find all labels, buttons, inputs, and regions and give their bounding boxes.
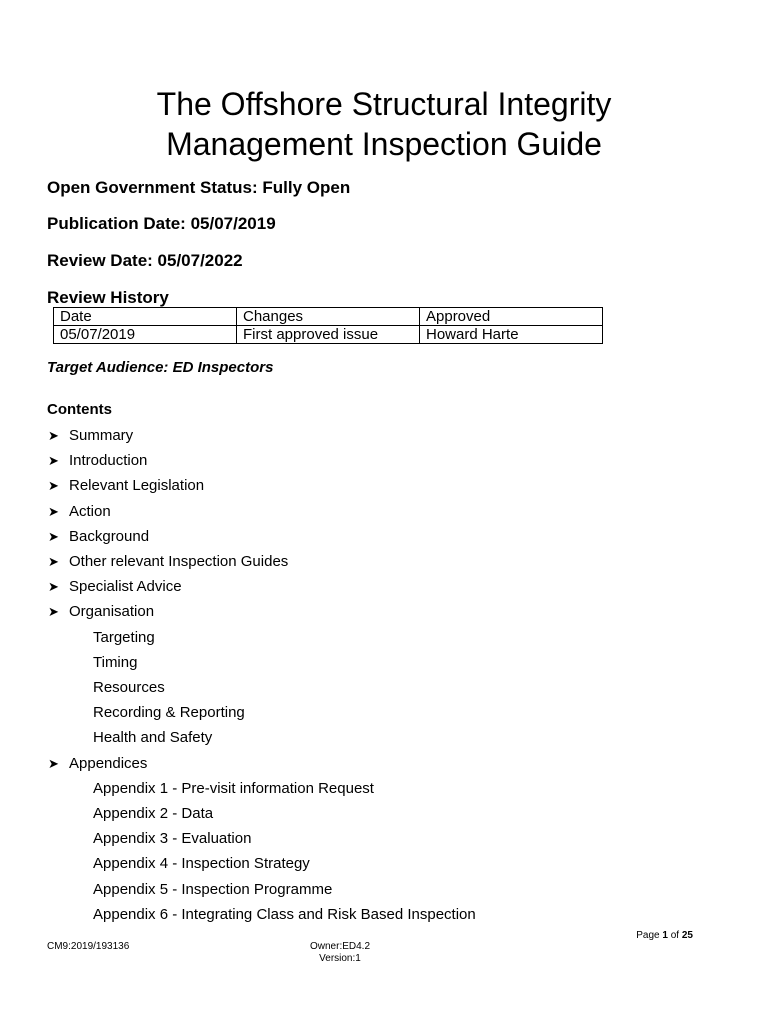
page-current: 1 [662, 930, 668, 941]
contents-item-label: Introduction [69, 452, 148, 469]
contents-item-label: Appendix 6 - Integrating Class and Risk Based Inspection [93, 906, 476, 923]
contents-heading: Contents [47, 401, 112, 418]
contents-item [93, 780, 374, 798]
page-prefix: Page [636, 930, 660, 941]
contents-item-label: Other relevant Inspection Guides [69, 553, 289, 570]
contents-item [48, 553, 289, 571]
status-line: Open Government Status: Fully Open [47, 178, 351, 197]
contents-item-label: Recording & Reporting [93, 704, 245, 721]
contents-item-label: Resources [93, 679, 165, 696]
title-line-2: Management Inspection Guide [166, 126, 602, 162]
title-line-1: The Offshore Structural Integrity [156, 86, 612, 122]
review-history-table [53, 307, 603, 344]
contents-item [93, 629, 155, 647]
contents-item [93, 830, 251, 848]
header-date: Date [54, 308, 237, 326]
contents-item [93, 729, 212, 747]
header-changes: Changes [237, 308, 420, 326]
contents-item [48, 477, 205, 495]
contents-item-label: Background [69, 528, 150, 545]
cell-date: 05/07/2019 [54, 326, 237, 344]
page-number [560, 930, 693, 941]
contents-item [93, 855, 310, 873]
arrow-bullet-icon: ➤ [48, 756, 59, 771]
arrow-bullet-icon: ➤ [48, 504, 59, 519]
contents-item [48, 755, 148, 773]
contents-item [48, 578, 182, 596]
contents-item [93, 906, 476, 924]
document-title [0, 84, 768, 164]
cell-changes: First approved issue [237, 326, 420, 344]
contents-item-label: Appendix 2 - Data [93, 805, 214, 822]
contents-item [48, 452, 148, 470]
cell-approved: Howard Harte [420, 326, 603, 344]
arrow-bullet-icon: ➤ [48, 478, 59, 493]
contents-item [93, 881, 332, 899]
contents-item-label: Appendix 5 - Inspection Programme [93, 881, 333, 898]
contents-item [93, 679, 165, 697]
owner-version [300, 941, 380, 965]
document-reference: CM9:2019/193136 [47, 941, 130, 952]
header-approved: Approved [420, 308, 603, 326]
review-history-heading: Review History [47, 288, 169, 307]
contents-item-label: Timing [93, 654, 138, 671]
contents-item-label: Organisation [69, 603, 155, 620]
table-header-row [54, 308, 603, 326]
contents-item [48, 603, 155, 621]
contents-item [48, 503, 111, 521]
contents-item [93, 805, 213, 823]
arrow-bullet-icon: ➤ [48, 579, 59, 594]
contents-item-label: Specialist Advice [69, 578, 182, 595]
contents-item [48, 528, 150, 546]
review-date: Review Date: 05/07/2022 [47, 251, 243, 270]
contents-item-label: Health and Safety [93, 729, 213, 746]
publication-date: Publication Date: 05/07/2019 [47, 214, 276, 233]
contents-item-label: Appendix 4 - Inspection Strategy [93, 855, 310, 872]
owner-label: Owner:ED4.2 [309, 941, 371, 952]
arrow-bullet-icon: ➤ [48, 529, 59, 544]
page-total: 25 [681, 930, 693, 941]
contents-item [93, 654, 137, 672]
target-audience: Target Audience: ED Inspectors [47, 359, 274, 376]
arrow-bullet-icon: ➤ [48, 604, 59, 619]
contents-item-label: Action [69, 503, 111, 520]
arrow-bullet-icon: ➤ [48, 453, 59, 468]
arrow-bullet-icon: ➤ [48, 428, 59, 443]
contents-item-label: Appendix 3 - Evaluation [93, 830, 252, 847]
contents-item [93, 704, 245, 722]
contents-item-label: Targeting [93, 629, 155, 646]
contents-item-label: Appendix 1 - Pre-visit information Request [93, 780, 374, 797]
contents-item-label: Summary [69, 427, 134, 444]
page-of: of [670, 930, 680, 941]
version-label: Version:1 [319, 953, 361, 964]
table-row [54, 326, 603, 344]
contents-item [48, 427, 134, 445]
arrow-bullet-icon: ➤ [48, 554, 59, 569]
contents-item-label: Appendices [69, 755, 148, 772]
contents-item-label: Relevant Legislation [69, 477, 205, 494]
